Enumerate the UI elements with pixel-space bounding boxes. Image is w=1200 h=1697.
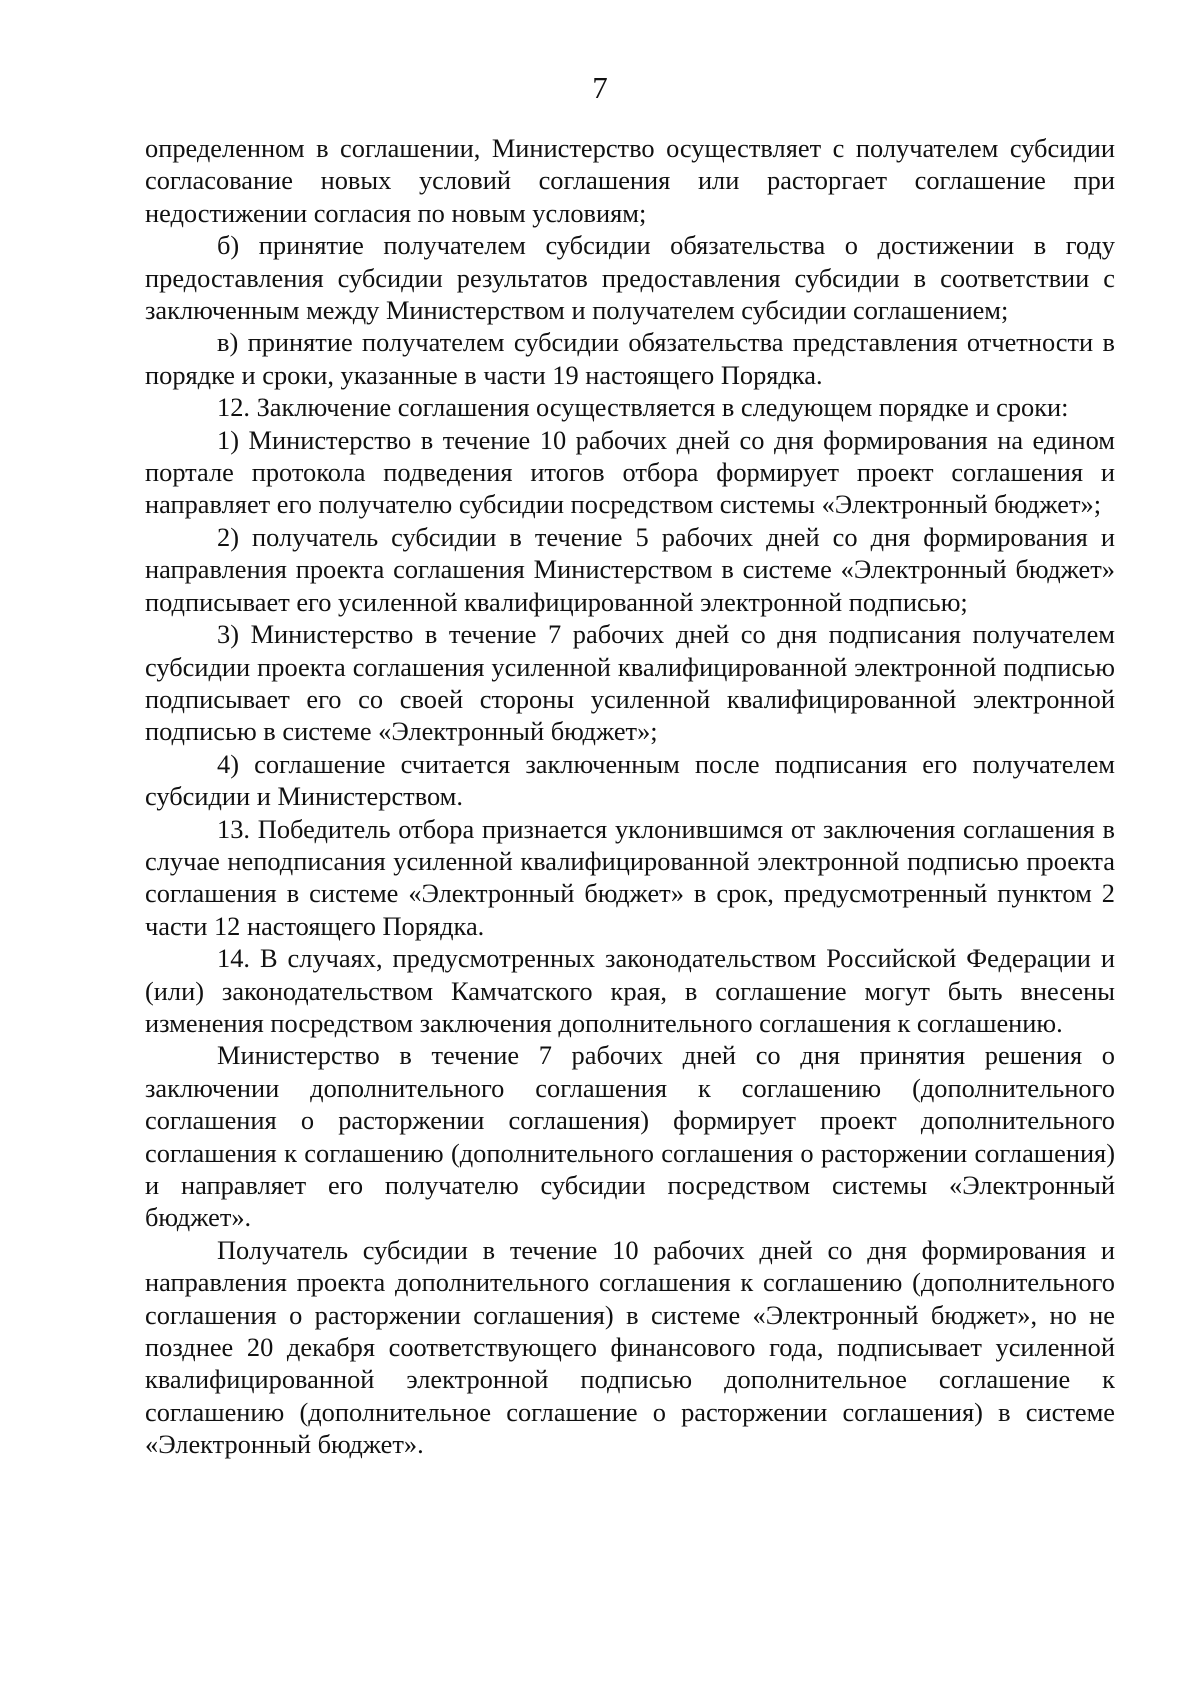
paragraph-clause-12-item-2: 2) получатель субсидии в течение 5 рабочих дней со дня формирования и направления проекта соглашения Министерством в системе «Электронный бюджет» подписывает его усиленной квалифицированной электронной подписью;	[145, 521, 1115, 617]
paragraph-recipient-procedure: Получатель субсидии в течение 10 рабочих дней со дня формирования и направления проекта дополнительного соглашения к соглашению (дополнительного соглашения о расторжении соглашения) в системе «Электронный бюджет», но не позднее 20 декабря соответствующего финансового года, подписывает усиленной квалифицированной электронной подписью дополнительное соглашение к соглашению (дополнительное соглашение о расторжении соглашения) в системе «Электронный бюджет».	[145, 1234, 1115, 1460]
paragraph-clause-13: 13. Победитель отбора признается уклонившимся от заключения соглашения в случае неподписания усиленной квалифицированной электронной подписью проекта соглашения в системе «Электронный бюджет» в срок, предусмотренный пунктом 2 части 12 настоящего Порядка.	[145, 813, 1115, 941]
paragraph-ministry-procedure: Министерство в течение 7 рабочих дней со дня принятия решения о заключении дополнительного соглашения к соглашению (дополнительного соглашения о расторжении соглашения) формирует проект дополнительного соглашения к соглашению (дополнительного соглашения о расторжении соглашения) и направляет его получателю субсидии посредством системы «Электронный бюджет».	[145, 1040, 1115, 1233]
paragraph-item-b: б) принятие получателем субсидии обязательства о достижении в году предоставления субсидии результатов предоставления субсидии в соответствии с заключенным между Министерством и получателем субсидии соглашением;	[145, 230, 1115, 326]
paragraph-clause-12: 12. Заключение соглашения осуществляется в следующем порядке и сроки:	[217, 392, 1069, 423]
page-number: 7	[592, 70, 608, 105]
paragraph-item-v: в) принятие получателем субсидии обязательства представления отчетности в порядке и сроки, указанные в части 19 настоящего Порядка.	[145, 327, 1115, 390]
paragraph-clause-12-item-1: 1) Министерство в течение 10 рабочих дней со дня формирования на едином портале протокола подведения итогов отбора формирует проект соглашения и направляет его получателю субсидии посредством системы «Электронный бюджет»;	[145, 424, 1115, 520]
paragraph-clause-14: 14. В случаях, предусмотренных законодательством Российской Федерации и (или) законодательством Камчатского края, в соглашение могут быть внесены изменения посредством заключения дополнительного соглашения к соглашению.	[145, 943, 1115, 1038]
paragraph-clause-12-item-4: 4) соглашение считается заключенным после подписания его получателем субсидии и Министерством.	[145, 748, 1115, 812]
document-body	[145, 132, 1115, 1461]
paragraph-continuation: определенном в соглашении, Министерство осуществляет с получателем субсидии согласование новых условий соглашения или расторгает соглашение при недостижении согласия по новым условиям;	[145, 133, 1115, 228]
paragraph-clause-12-item-3: 3) Министерство в течение 7 рабочих дней со дня подписания получателем субсидии проекта соглашения усиленной квалифицированной электронной подписью подписывает его со своей стороны усиленной квалифицированной электронной подписью в системе «Электронный бюджет»;	[145, 619, 1115, 747]
